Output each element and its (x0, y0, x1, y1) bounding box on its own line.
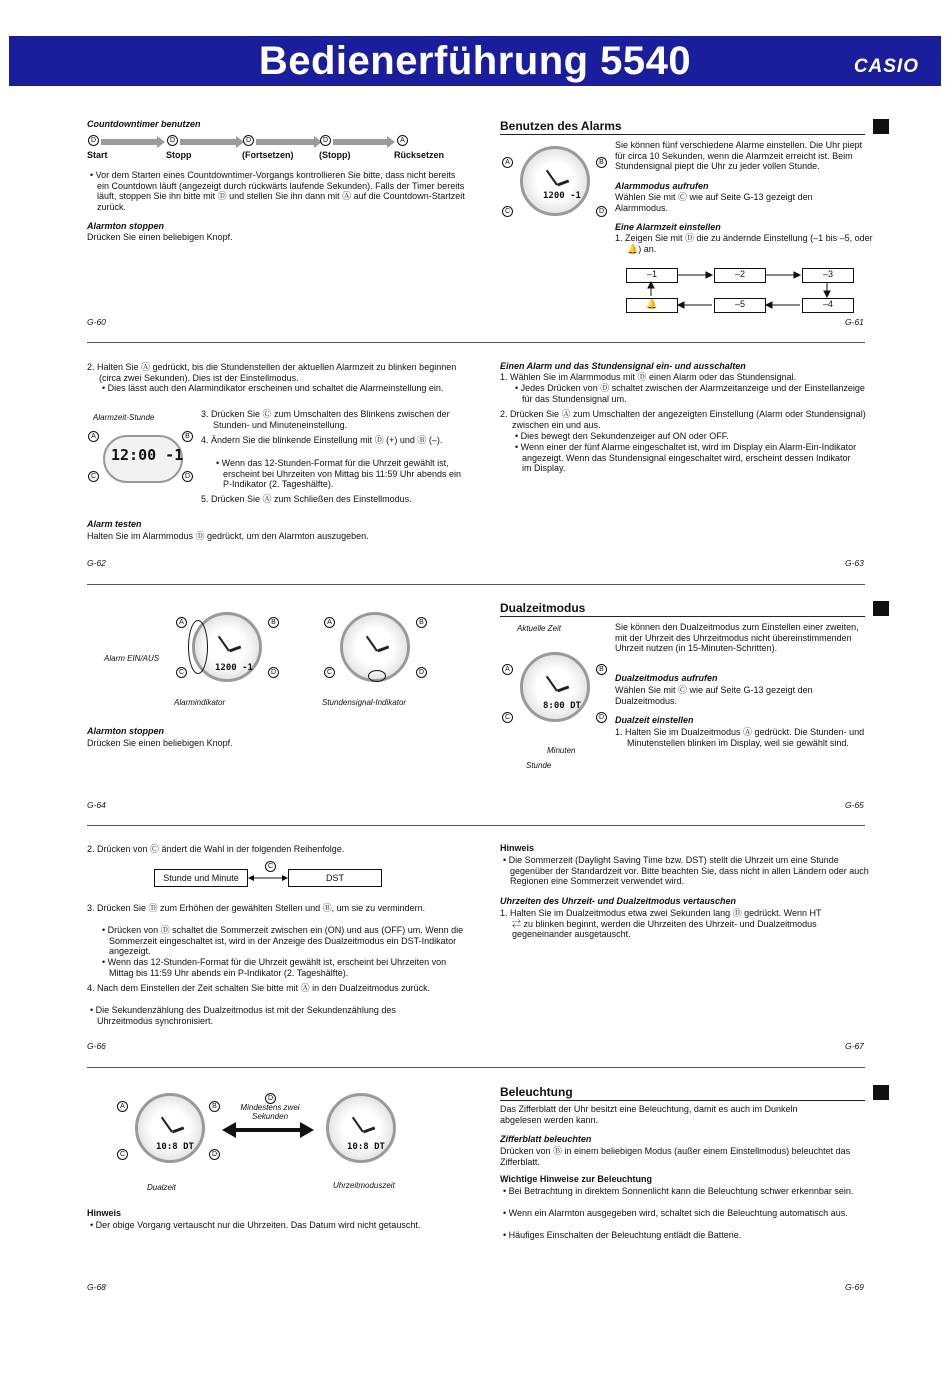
button-d-icon: D (243, 135, 254, 146)
label-minutes: Minuten (547, 746, 576, 755)
swap-arrow (222, 1122, 314, 1138)
g66-step4: 4. Nach dem Einstellen der Zeit schalten Sie bitte mit Ⓐ in den Dualzeitmodus zurück. (87, 983, 431, 993)
watch-figure-onoff: A B C D 1200 -1 (170, 612, 285, 697)
section-title: Benutzen des Alarms (500, 119, 622, 133)
swap-title: Uhrzeiten des Uhrzeit- und Dualzeitmodus vertauschen (500, 896, 737, 906)
button-d-icon: D (167, 135, 178, 146)
g63-step2: 2. Drücken Sie Ⓐ zum Umschalten der angezeigten Einstellung (Alarm oder Stundensignal) zwischen ein und aus. (500, 409, 866, 430)
page-number: G-61 (845, 317, 864, 327)
watch-lcd: 1200 -1 (215, 663, 253, 673)
double-arrow (248, 871, 288, 885)
button-a-icon: A (397, 135, 408, 146)
alarm-mode-title: Alarmmodus aufrufen (615, 181, 709, 191)
light-note-2: • Wenn ein Alarmton ausgegeben wird, schaltet sich die Beleuchtung automatisch aus. (503, 1208, 848, 1218)
dst-cycle-diagram: C Stunde und Minute DST (154, 861, 354, 891)
page-number: G-60 (87, 317, 106, 327)
alarm-mode-text: Wählen Sie mit Ⓒ wie auf Seite G-13 gezeigt den Alarmmodus. (615, 192, 813, 213)
watch-lcd: 12:00 -1 (111, 446, 184, 464)
g66-b3-text: Die Sekundenzählung des Dualzeitmodus ist mit der Sekundenzählung des Uhrzeitmodus synchronisiert. (95, 1005, 396, 1026)
g62-step4: 4. Ändern Sie die blinkende Einstellung mit Ⓓ (+) und Ⓑ (–). (201, 435, 443, 445)
alarm-stop-title: Alarmton stoppen (87, 221, 165, 231)
page-number: G-68 (87, 1282, 106, 1292)
label-alarm-indicator: Alarmindikator (174, 698, 226, 707)
dual-set-step1: 1. Halten Sie im Dualzeitmodus Ⓐ gedrückt. Die Stunden- und Minutenstellen blinken im Display, weil sie gewählt sind. (615, 727, 865, 748)
g63-b2-text: Wenn einer der fünf Alarme eingeschaltet ist, wird im Display ein Alarm-Ein-Indikator angezeigt. Wenn das Stundensignal eingeschaltet wird, erscheint dessen Indikator im Display. (520, 442, 857, 474)
alarm-set-step1: 1. Zeigen Sie mit Ⓓ die zu ändernde Einstellung (–1 bis –5, oder 🔔) an. (615, 233, 873, 254)
alarm-set-title: Eine Alarmzeit einstellen (615, 222, 721, 232)
g66-step3: 3. Drücken Sie Ⓓ zum Erhöhen der gewählten Stellen und Ⓑ, um sie zu vermindern. (87, 903, 426, 913)
seq-label: Stopp (166, 150, 192, 160)
page-title: Bedienerführung 5540 (258, 39, 692, 83)
light-note-3-text: Häufiges Einschalten der Beleuchtung entlädt die Batterie. (508, 1230, 742, 1240)
label-min-two-seconds: Mindestens zwei Sekunden (240, 1103, 300, 1122)
light-text: Drücken von Ⓑ in einem beliebigen Modus (außer einem Einstellmodus) beleuchtet das Zifferblatt. (500, 1146, 851, 1167)
watch-lcd: 8:00 DT (543, 701, 581, 711)
dual-mode-title: Dualzeitmodus aufrufen (615, 673, 718, 683)
seq-label: (Stopp) (319, 150, 351, 160)
seq-label: Start (87, 150, 108, 160)
dual-intro: Sie können den Dualzeitmodus zum Einstellen einer zweiten, mit der Uhrzeit des Uhrzeitmodus nicht übereinstimmenden Uhrzeit nutzen (in 15-Minuten-Schritten). (615, 622, 859, 654)
label-hourly-indicator: Stundensignal-Indikator (322, 698, 407, 707)
watch-lcd: 1200 -1 (543, 191, 581, 201)
header-banner (9, 36, 941, 86)
seq-label: (Fortsetzen) (242, 150, 294, 160)
seq-box: –2 (714, 268, 766, 283)
label-hour: Stunde (526, 761, 552, 770)
section-marker (873, 601, 889, 616)
g62-step3: 3. Drücken Sie Ⓒ zum Umschalten des Blinkens zwischen der Stunden- und Minuteneinstellung. (201, 409, 450, 430)
box-hour-minute: Stunde und Minute (154, 869, 248, 887)
page-number: G-64 (87, 800, 106, 810)
swap-step1: 1. Halten Sie im Dualzeitmodus etwa zwei Sekunden lang Ⓓ gedrückt. Wenn HT ⇄ zu blinken beginnt, werden die Uhrzeiten des Uhrzeit- und Dualzeitmodus gegeneinander ausgetauscht. (500, 908, 822, 940)
alarm-seq-diagram (626, 262, 856, 318)
countdown-title: Countdowntimer benutzen (87, 119, 201, 129)
g67-hint-text: Die Sommerzeit (Daylight Saving Time bzw. DST) stellt die Uhrzeit um eine Stunde gegenüber der Standardzeit vor. Bitte beachten Sie, dass nicht in allen Ländern oder auch Regionen eine Sommerzeit verwendet wird. (508, 855, 869, 887)
section-marker (873, 1085, 889, 1100)
light-note-2-text: Wenn ein Alarmton ausgegeben wird, schaltet sich die Beleuchtung automatisch aus. (508, 1208, 848, 1218)
g63-step1: 1. Wählen Sie im Alarmmodus mit Ⓓ einen Alarm oder das Stundensignal. (500, 372, 797, 382)
watch-figure-dual: A B C D 8:00 DT (500, 640, 610, 740)
fig-label-alarm-hour: Alarmzeit-Stunde (93, 413, 155, 422)
g66-b3: • Die Sekundenzählung des Dualzeitmodus ist mit der Sekundenzählung des Uhrzeitmodus synchronisiert. (90, 1005, 396, 1026)
section-title: Beleuchtung (500, 1085, 573, 1099)
hint-title: Hinweis (500, 843, 535, 853)
g62-step2: 2. Halten Sie Ⓐ gedrückt, bis die Stundenstellen der aktuellen Alarmzeit zu blinken beginnen (circa zwei Sekunden). Dies ist der Einstellmodus. (87, 362, 457, 383)
button-d-icon: D (264, 1091, 277, 1104)
alarm-test-title: Alarm testen (87, 519, 142, 529)
light-note-1: • Bei Betrachtung in direktem Sonnenlicht kann die Beleuchtung schwer erkennbar sein. (503, 1186, 854, 1196)
g68-hint-text: Der obige Vorgang vertauscht nur die Uhrzeiten. Das Datum wird nicht getauscht. (95, 1220, 421, 1230)
alarm-intro: Sie können fünf verschiedene Alarme einstellen. Die Uhr piept für circa 10 Sekunden, wenn die Alarmzeit erreicht ist. Beim Stundensignal piept die Uhr zu jeder vollen Stunde. (615, 140, 863, 172)
seq-box: –5 (714, 298, 766, 313)
countdown-sequence (87, 135, 457, 165)
countdown-note-text: Vor dem Starten eines Countdowntimer-Vorgangs kontrollieren Sie bitte, dass nicht bereits ein Countdown läuft (angezeigt durch rückwärts laufende Sekunden). Falls der Timer bereits läuft, stoppen Sie ihn bitte mit Ⓓ und stellen Sie ihn dann mit Ⓐ auf die Countdown-Startzeit zurück. (95, 170, 465, 212)
seq-arrows (626, 262, 856, 318)
brand-logo: CASIO (853, 56, 919, 77)
watch-figure-alarm: A B C D 1200 -1 (500, 140, 610, 225)
light-note-3: • Häufiges Einschalten der Beleuchtung entlädt die Batterie. (503, 1230, 742, 1240)
g62-step4-bullet-text: Wenn das 12-Stunden-Format für die Uhrzeit gewählt ist, erscheint bei Uhrzeiten von Mittag bis 11:59 Uhr abends ein P-Indikator (2. Tageshälfte). (221, 458, 461, 490)
g63-step1-bullet: • Jedes Drücken von Ⓓ schaltet zwischen der Alarmzeitanzeige und der Einstellanzeige für das Stundensignal um. (515, 383, 865, 404)
dual-set-title: Dualzeit einstellen (615, 715, 694, 725)
seq-label: Rücksetzen (394, 150, 445, 160)
page-number: G-63 (845, 558, 864, 568)
alarm-stop-text: Drücken Sie einen beliebigen Knopf. (87, 232, 233, 242)
g66-b1-text: Drücken von Ⓓ schaltet die Sommerzeit zwischen ein (ON) und aus (OFF) um. Wenn die Sommerzeit eingeschaltet ist, wird in der Anzeige des Dualzeitmodus ein DST-Indikator angezeigt. (107, 925, 464, 957)
button-d-icon: D (88, 135, 99, 146)
watch-figure-timekeeping (320, 1093, 420, 1183)
watch-figure-dualtime: A B C D 10:8 DT (113, 1093, 223, 1183)
watch-lcd: 10:8 DT (347, 1142, 385, 1152)
page-number: G-66 (87, 1041, 106, 1051)
page-number: G-67 (845, 1041, 864, 1051)
seq-box: –3 (802, 268, 854, 283)
g66-b2: • Wenn das 12-Stunden-Format für die Uhrzeit gewählt ist, erscheint bei Uhrzeiten von Mittag bis 11:59 Uhr abends ein P-Indikator (2. Tageshälfte). (102, 957, 447, 978)
light-notes-title: Wichtige Hinweise zur Beleuchtung (500, 1174, 652, 1184)
seq-box: –1 (626, 268, 678, 283)
section-marker (873, 119, 889, 134)
label-current-time: Aktuelle Zeit (517, 624, 562, 633)
alarm-stop-title-2: Alarmton stoppen (87, 726, 165, 736)
seq-box: –4 (802, 298, 854, 313)
g62-step4-bullet: • Wenn das 12-Stunden-Format für die Uhrzeit gewählt ist, erscheint bei Uhrzeiten von Mittag bis 11:59 Uhr abends ein P-Indikator (2. Tageshälfte). (216, 458, 461, 490)
page-number: G-65 (845, 800, 864, 810)
alarm-stop-text-2: Drücken Sie einen beliebigen Knopf. (87, 738, 233, 748)
label-dual-time: Dualzeit (147, 1183, 176, 1192)
box-dst: DST (288, 869, 382, 887)
seq-box: 🔔 (626, 298, 678, 313)
g63-step1-bullet-text: Jedes Drücken von Ⓓ schaltet zwischen der Alarmzeitanzeige und der Einstellanzeige für das Stundensignal um. (520, 383, 865, 404)
hint-title-2: Hinweis (87, 1208, 122, 1218)
g68-hint: • Der obige Vorgang vertauscht nur die Uhrzeiten. Das Datum wird nicht getauscht. (90, 1220, 421, 1230)
g62-step2-bullet-text: Dies lässt auch den Alarmindikator erscheinen und schaltet die Alarmeinstellung ein. (107, 383, 444, 393)
page-number: G-62 (87, 558, 106, 568)
g63-title: Einen Alarm und das Stundensignal ein- und ausschalten (500, 361, 746, 371)
g62-step5: 5. Drücken Sie Ⓐ zum Schließen des Einstellmodus. (201, 494, 412, 504)
section-title: Dualzeitmodus (500, 601, 586, 615)
watch-figure-hourly: A B C D (318, 612, 433, 697)
g62-step2-bullet: • Dies lässt auch den Alarmindikator erscheinen und schaltet die Alarmeinstellung ein. (102, 383, 444, 393)
g63-b1-text: Dies bewegt den Sekundenzeiger auf ON oder OFF. (520, 431, 729, 441)
g63-b2: • Wenn einer der fünf Alarme eingeschaltet ist, wird im Display ein Alarm-Ein-Indikator angezeigt. Wenn das Stundensignal eingeschaltet wird, erscheint dessen Indikator im Display. (515, 442, 857, 474)
g66-b2-text: Wenn das 12-Stunden-Format für die Uhrzeit gewählt ist, erscheint bei Uhrzeiten von Mittag bis 11:59 Uhr abends ein P-Indikator (2. Tageshälfte). (107, 957, 447, 978)
alarm-test-text: Halten Sie im Alarmmodus Ⓓ gedrückt, um den Alarmton auszugeben. (87, 531, 369, 541)
g63-b1: • Dies bewegt den Sekundenzeiger auf ON oder OFF. (515, 431, 729, 441)
countdown-note: • Vor dem Starten eines Countdowntimer-Vorgangs kontrollieren Sie bitte, dass nicht bereits ein Countdown läuft (angezeigt durch rückwärts laufende Sekunden). Falls der Timer bereits läuft, stoppen Sie ihn bitte mit Ⓓ und stellen Sie ihn dann mit Ⓐ auf die Countdown-Startzeit zurück. (90, 170, 465, 212)
label-timekeeping-time: Uhrzeitmoduszeit (333, 1181, 395, 1190)
g66-step2: 2. Drücken von Ⓒ ändert die Wahl in der folgenden Reihenfolge. (87, 844, 345, 854)
g67-hint: • Die Sommerzeit (Daylight Saving Time bzw. DST) stellt die Uhrzeit um eine Stunde gegenüber der Standardzeit vor. Bitte beachten Sie, dass nicht in allen Ländern oder auch Regionen eine Sommerzeit verwendet wird. (503, 855, 869, 887)
label-alarm-onoff: Alarm EIN/AUS (104, 654, 160, 663)
button-d-icon: D (320, 135, 331, 146)
light-note-1-text: Bei Betrachtung in direktem Sonnenlicht kann die Beleuchtung schwer erkennbar sein. (508, 1186, 854, 1196)
light-title: Zifferblatt beleuchten (500, 1134, 592, 1144)
light-intro: Das Zifferblatt der Uhr besitzt eine Beleuchtung, damit es auch im Dunkeln abgelesen werden kann. (500, 1104, 798, 1125)
watch-figure-setting: A B C D 12:00 -1 (87, 425, 197, 485)
g66-b1: • Drücken von Ⓓ schaltet die Sommerzeit zwischen ein (ON) und aus (OFF) um. Wenn die Sommerzeit eingeschaltet ist, wird in der Anzeige des Dualzeitmodus ein DST-Indikator angezeigt. (102, 925, 464, 957)
dual-mode-text: Wählen Sie mit Ⓒ wie auf Seite G-13 gezeigt den Dualzeitmodus. (615, 685, 813, 706)
page-number: G-69 (845, 1282, 864, 1292)
watch-lcd: 10:8 DT (156, 1142, 194, 1152)
